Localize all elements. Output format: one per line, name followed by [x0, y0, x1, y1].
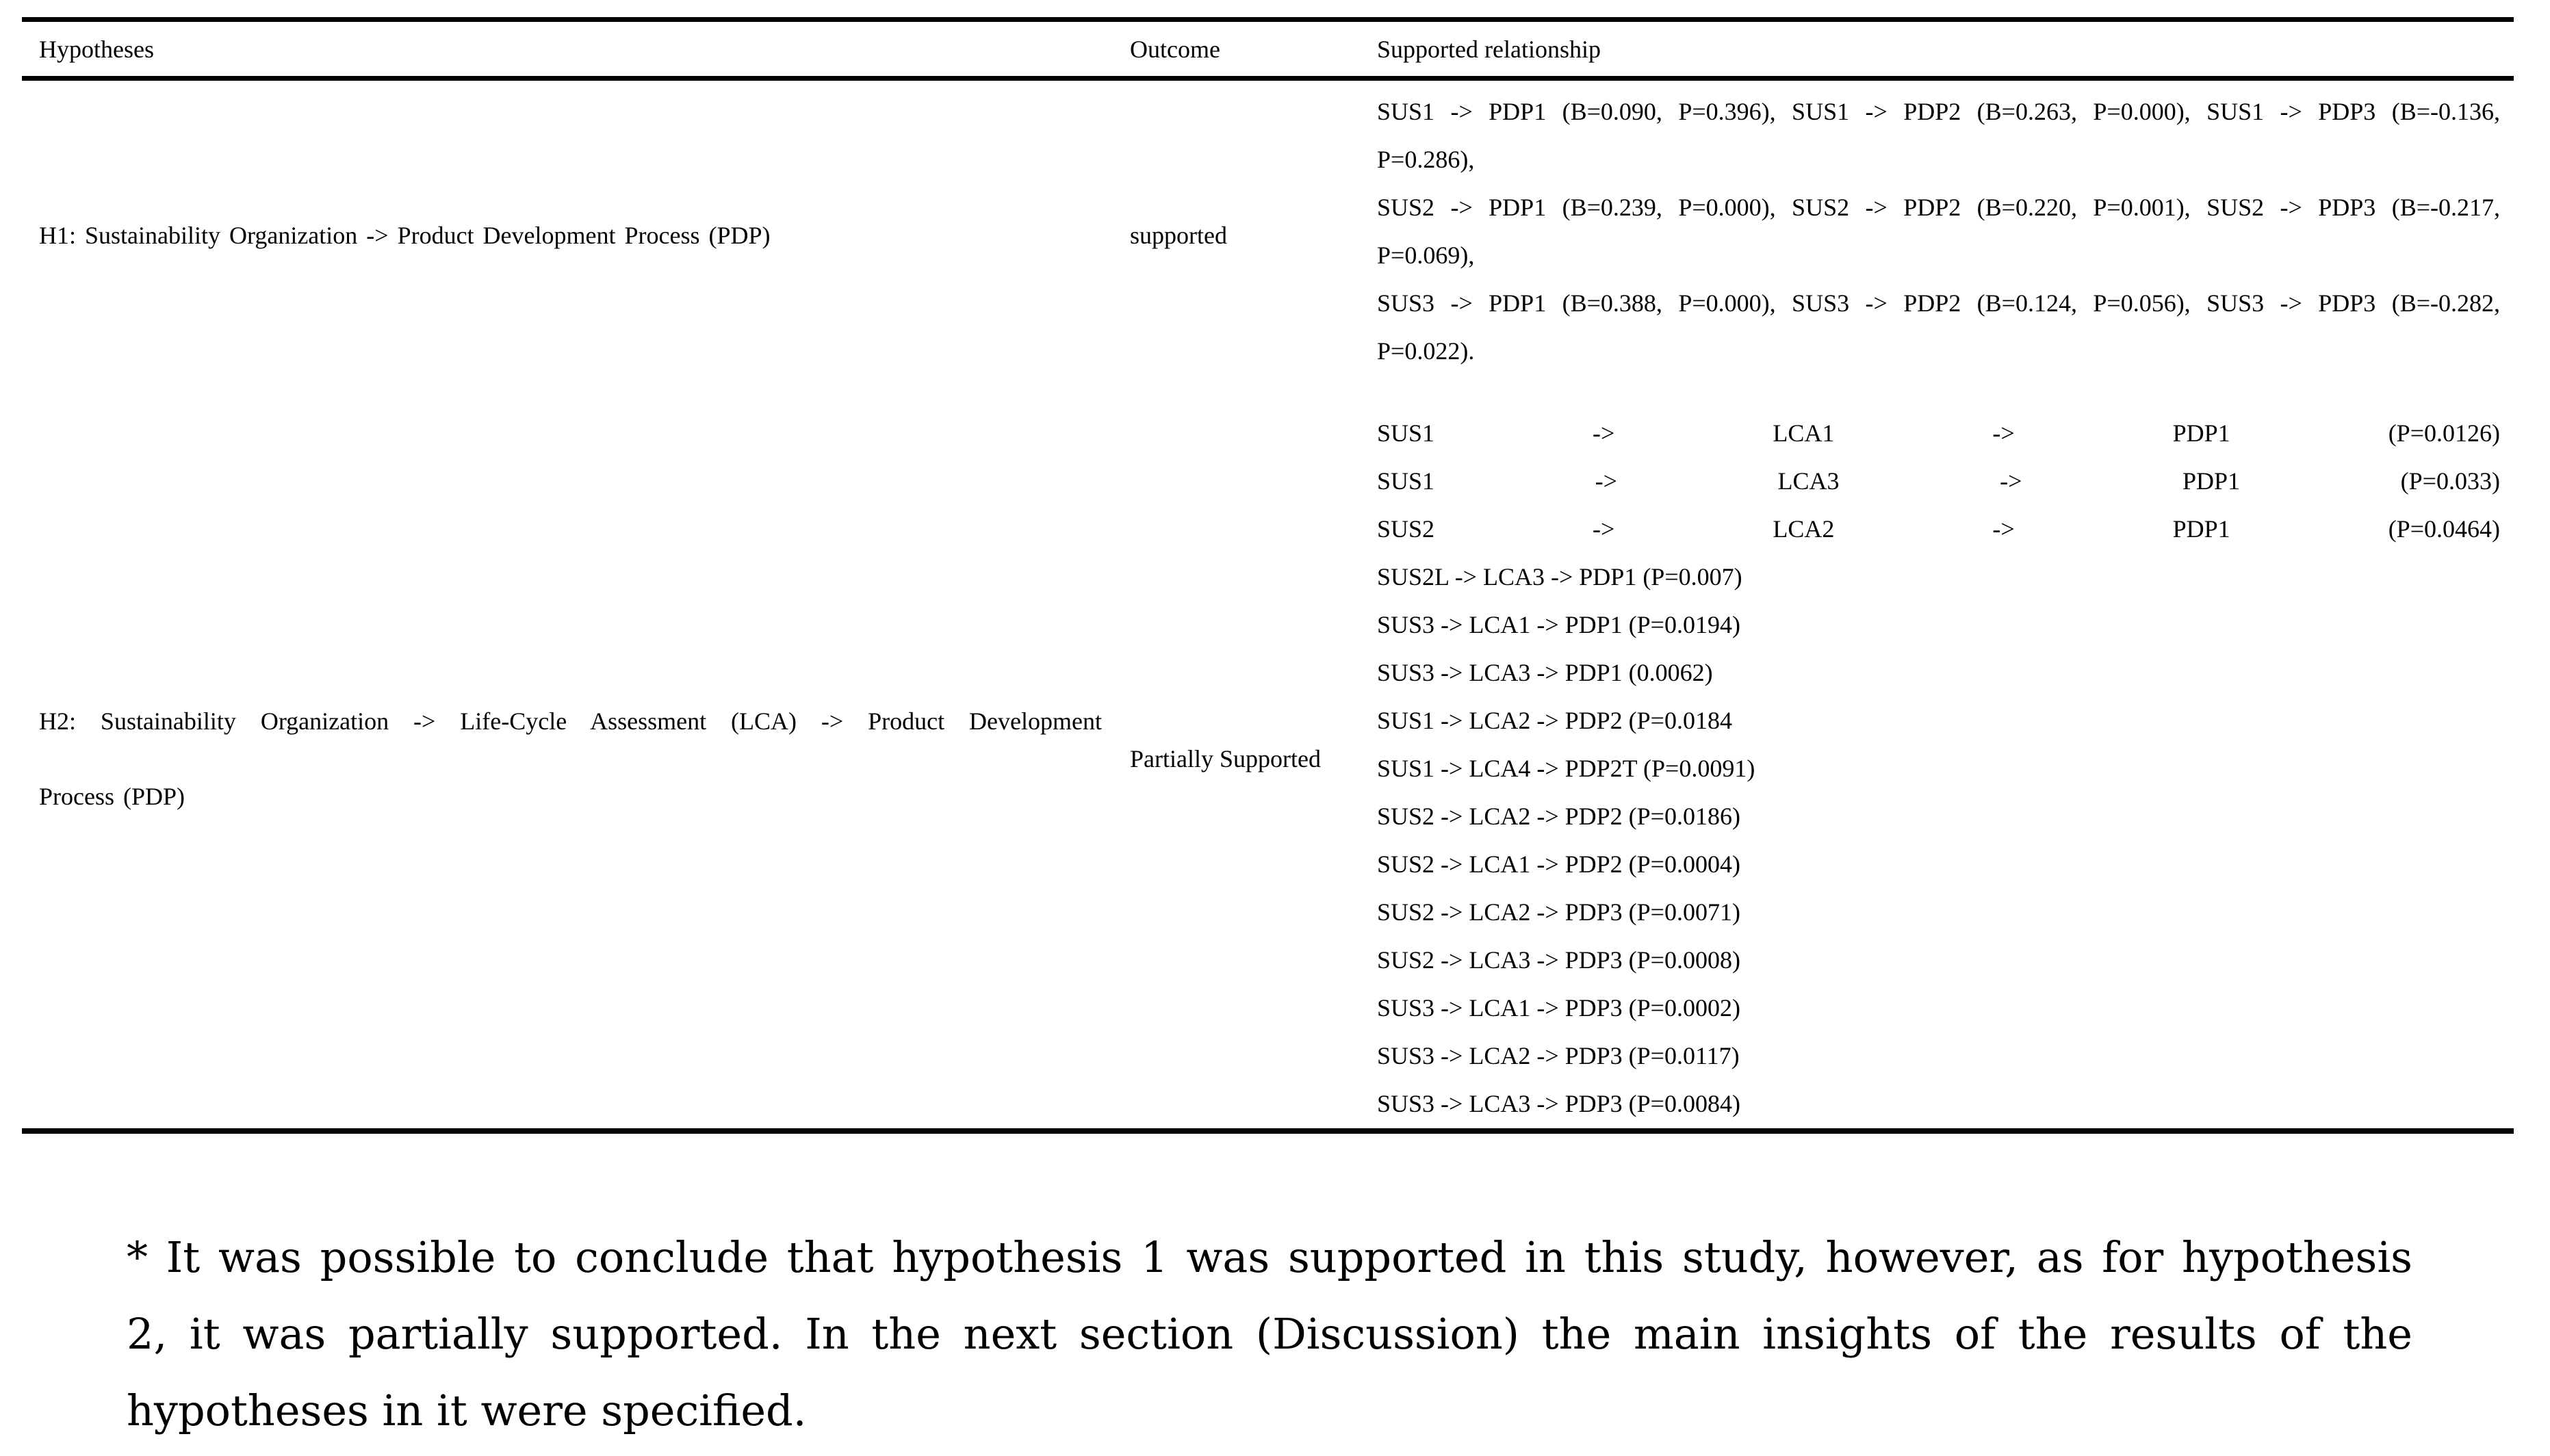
arrow-glyph: -> [1593, 419, 1615, 447]
arrow-glyph: -> [1595, 467, 1617, 495]
footnote-line: hypotheses in it were specified. [127, 1386, 807, 1435]
relationship-line: SUS1 -> PDP1 (B=0.090, P=0.396), SUS1 -> PDP2 (B=0.263, P=0.000), SUS1 -> PDP3 (B=-0.136, [1377, 98, 2500, 125]
path-node: SUS2 [1377, 515, 1435, 543]
arrow-glyph: -> [1593, 515, 1615, 543]
h1-hypothesis-cell [22, 79, 1129, 390]
p-value: (P=0.0126) [2388, 419, 2500, 447]
relationship-line: SUS3 -> LCA3 -> PDP1 (0.0062) [1377, 658, 1713, 686]
path-node: PDP1 [2172, 515, 2230, 543]
relationship-line: SUS3 -> LCA3 -> PDP3 (P=0.0084) [1377, 1089, 1740, 1117]
relationship-line: SUS2 -> LCA2 -> PDP2 (P=0.0186) [1377, 802, 1740, 830]
table-row-h2 [22, 390, 2514, 1131]
relationship-line: SUS3 -> LCA1 -> PDP1 (P=0.0194) [1377, 610, 1740, 638]
footnote-line: 2, it was partially supported. In the next section (Discussion) the main insights of the results of the [127, 1309, 2412, 1359]
relationship-line: SUS2 -> LCA3 -> PDP3 (P=0.0008) [1377, 946, 1740, 974]
h1-outcome-cell: supported [1130, 221, 1227, 249]
relationship-line: P=0.022). [1377, 337, 1475, 365]
table-row-h1 [22, 79, 2514, 390]
h1-relationship-cell [1376, 79, 2514, 390]
header-supported-relationship: Supported relationship [1377, 35, 1601, 63]
relationship-line: P=0.286), [1377, 146, 1475, 173]
h2-hypothesis-line: H2: Sustainability Organization -> Life-Cycle Assessment (LCA) -> Product Development [39, 707, 1102, 735]
h1-hypothesis-text: H1: Sustainability Organization -> Product Development Process (PDP) [39, 221, 771, 249]
arrow-glyph: -> [1992, 515, 2015, 543]
mediation-row [1377, 505, 2500, 553]
relationship-line: SUS3 -> PDP1 (B=0.388, P=0.000), SUS3 -> PDP2 (B=0.124, P=0.056), SUS3 -> PDP3 (B=-0.282, [1377, 289, 2500, 317]
path-node: PDP1 [2172, 419, 2230, 447]
p-value: (P=0.033) [2400, 467, 2500, 495]
header-row [22, 20, 2514, 79]
mediation-row [1377, 457, 2500, 505]
path-node: SUS1 [1377, 419, 1435, 447]
h2-hypothesis-cell [22, 390, 1129, 1131]
relationship-line: SUS3 -> LCA1 -> PDP3 (P=0.0002) [1377, 993, 1740, 1022]
relationship-line: SUS2 -> LCA2 -> PDP3 (P=0.0071) [1377, 898, 1740, 926]
h2-hypothesis-line: Process (PDP) [39, 783, 185, 810]
relationship-line: SUS2 -> LCA1 -> PDP2 (P=0.0004) [1377, 850, 1740, 878]
table-header-row [22, 20, 2514, 79]
path-node: LCA1 [1773, 419, 1835, 447]
arrow-glyph: -> [2000, 467, 2022, 495]
relationship-line: P=0.069), [1377, 242, 1475, 269]
arrow-glyph: -> [1992, 419, 2015, 447]
table-footnote [127, 1219, 2412, 1449]
relationship-line: SUS3 -> LCA2 -> PDP3 (P=0.0117) [1377, 1041, 1740, 1069]
header-hypotheses: Hypotheses [39, 35, 154, 63]
path-node: PDP1 [2182, 467, 2241, 495]
hypotheses-table [22, 17, 2514, 1134]
relationship-line: SUS2 -> PDP1 (B=0.239, P=0.000), SUS2 -> PDP2 (B=0.220, P=0.001), SUS2 -> PDP3 (B=-0.217, [1377, 194, 2500, 221]
relationship-line: SUS2L -> LCA3 -> PDP1 (P=0.007) [1377, 562, 1742, 590]
path-node: SUS1 [1377, 467, 1435, 495]
header-outcome: Outcome [1130, 35, 1220, 63]
path-node: LCA2 [1773, 515, 1835, 543]
relationship-line: SUS1 -> LCA4 -> PDP2T (P=0.0091) [1377, 754, 1755, 782]
h2-relationship-cell [1376, 390, 2514, 1131]
footnote-line: * It was possible to conclude that hypothesis 1 was supported in this study, however, as for hypothesis [127, 1232, 2412, 1282]
path-node: LCA3 [1777, 467, 1840, 495]
mediation-row [1377, 409, 2500, 457]
relationship-line: SUS1 -> LCA2 -> PDP2 (P=0.0184 [1377, 706, 1732, 734]
h2-outcome-cell: Partially Supported [1130, 745, 1321, 772]
p-value: (P=0.0464) [2388, 515, 2500, 543]
